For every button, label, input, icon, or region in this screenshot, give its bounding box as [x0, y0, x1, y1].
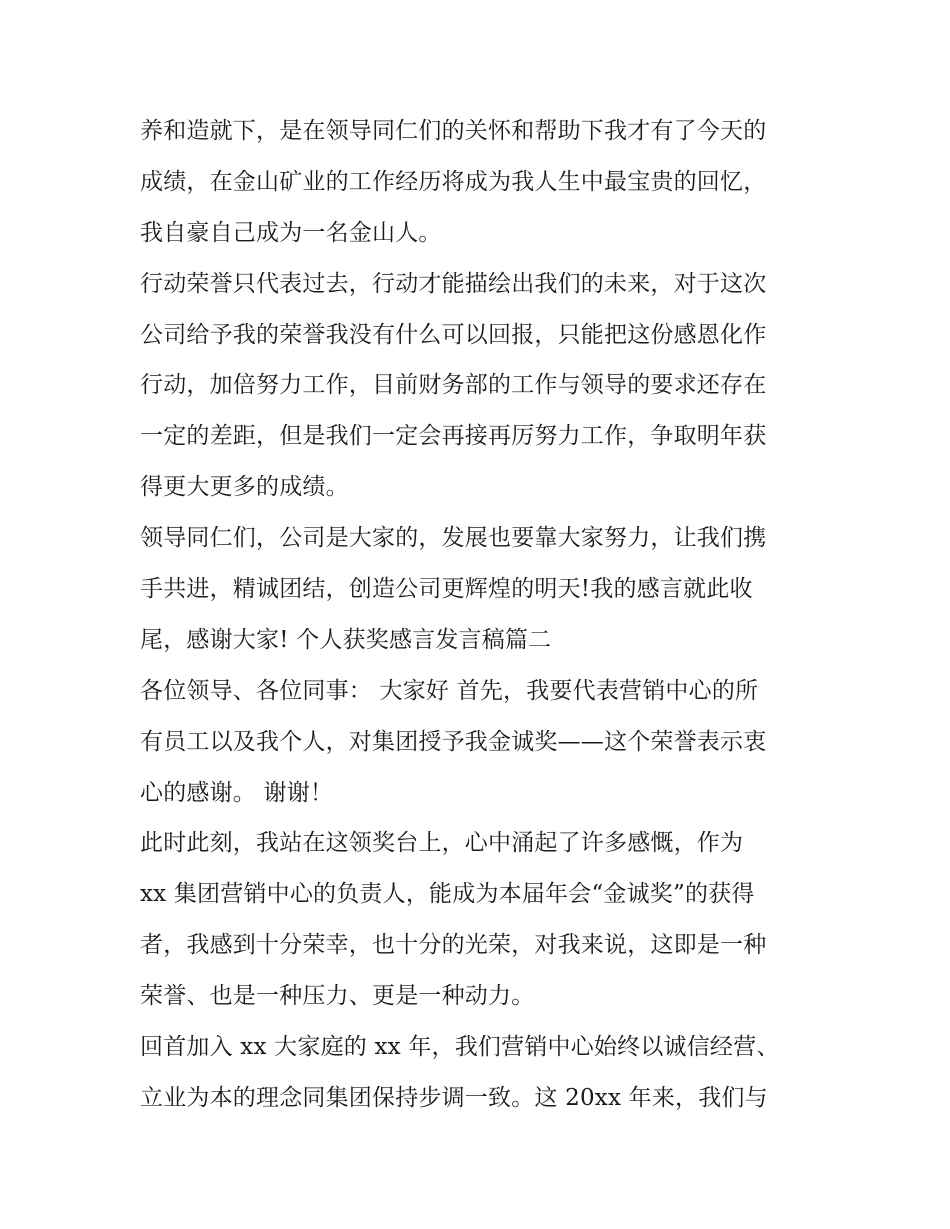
- text-line: 荣誉、也是一种压力、更是一种动力。: [140, 983, 535, 1010]
- text-line: 得更大更多的成绩。: [140, 474, 349, 501]
- text-line: 我自豪自己成为一名金山人。: [140, 219, 442, 246]
- text-line: 者，我感到十分荣幸，也十分的光荣，对我来说，这即是一种: [140, 932, 767, 959]
- text-line: 回首加入 xx 大家庭的 xx 年，我们营销中心始终以诚信经营、: [140, 1034, 780, 1061]
- text-line: 有员工以及我个人，对集团授予我金诚奖——这个荣誉表示衷: [140, 728, 767, 755]
- text-line: 各位领导、各位同事： 大家好 首先，我要代表营销中心的所: [140, 677, 759, 704]
- text-line: 公司给予我的荣誉我没有什么可以回报，只能把这份感恩化作: [140, 321, 767, 348]
- text-line: 一定的差距，但是我们一定会再接再厉努力工作，争取明年获: [140, 423, 767, 450]
- text-line: 成绩，在金山矿业的工作经历将成为我人生中最宝贵的回忆，: [140, 168, 767, 195]
- text-line: 手共进，精诚团结，创造公司更辉煌的明天!我的感言就此收: [140, 576, 753, 603]
- text-line: 此时此刻，我站在这领奖台上，心中涌起了许多感慨，作为: [140, 830, 744, 857]
- text-line: 领导同仁们，公司是大家的，发展也要靠大家努力，让我们携: [140, 525, 767, 552]
- text-line: 尾，感谢大家! 个人获奖感言发言稿篇二: [140, 626, 552, 653]
- text-line: 行动，加倍努力工作，目前财务部的工作与领导的要求还存在: [140, 372, 767, 399]
- text-line: 心的感谢。 谢谢！: [140, 779, 334, 806]
- text-line: 立业为本的理念同集团保持步调一致。这 20xx 年来，我们与: [140, 1084, 768, 1111]
- text-line: 行动荣誉只代表过去，行动才能描绘出我们的未来，对于这次: [140, 270, 767, 297]
- text-line: 养和造就下，是在领导同仁们的关怀和帮助下我才有了今天的: [140, 118, 767, 144]
- document-page: [140, 106, 820, 1124]
- text-line: xx 集团营销中心的负责人，能成为本届年会“金诚奖”的获得: [140, 881, 755, 908]
